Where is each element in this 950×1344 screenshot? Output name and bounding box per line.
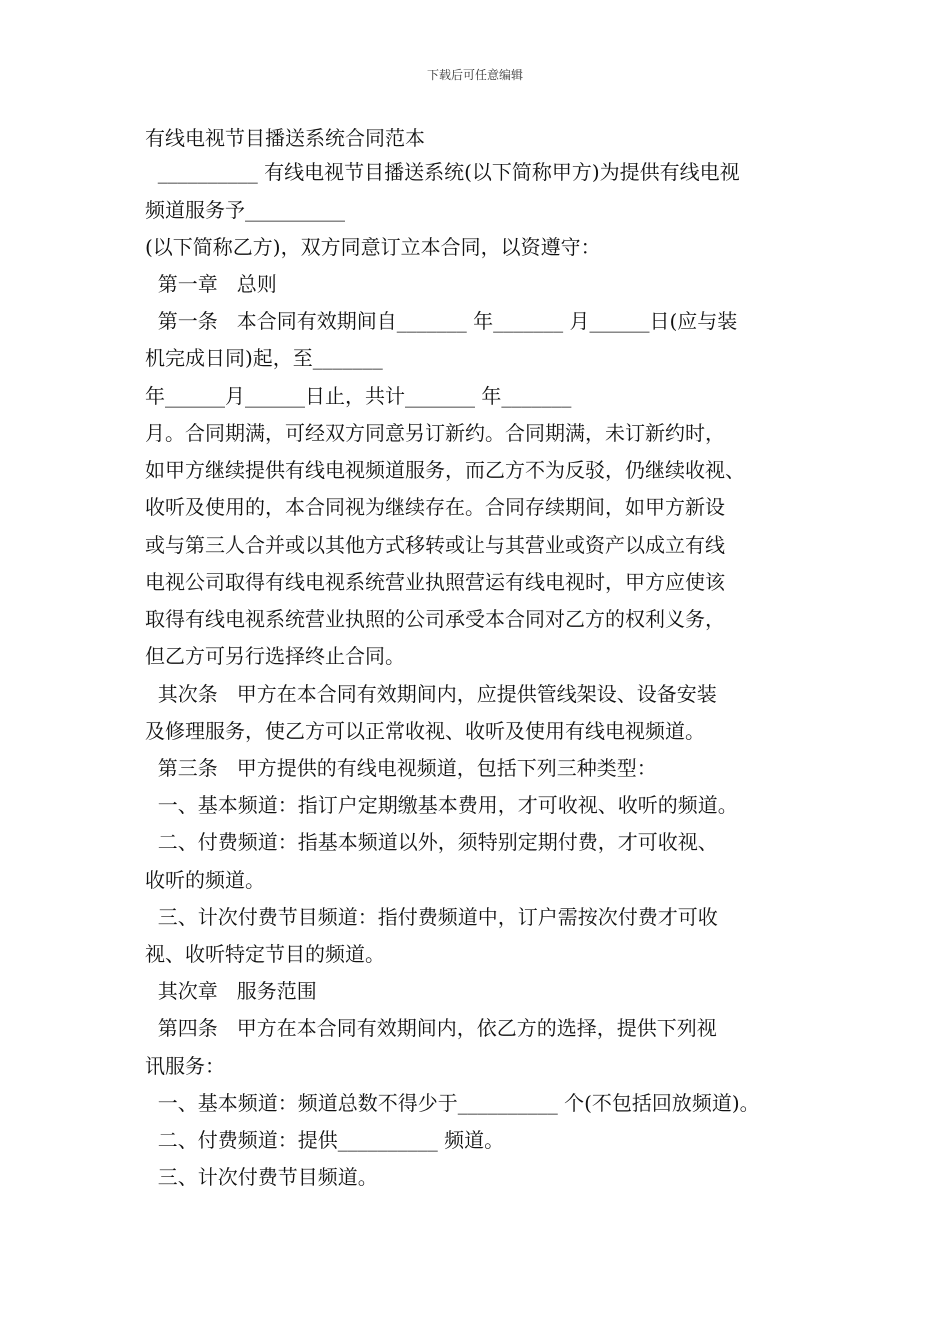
paragraph-line: 频道服务予__________ bbox=[145, 198, 345, 222]
paragraph-line: 第三条 甲方提供的有线电视频道，包括下列三种类型： bbox=[145, 756, 657, 780]
paragraph-line: 二、付费频道：提供__________ 频道。 bbox=[145, 1128, 505, 1152]
paragraph-line: (以下简称乙方)，双方同意订立本合同，以资遵守： bbox=[145, 235, 601, 259]
chapter-heading: 其次章 服务范围 bbox=[145, 979, 317, 1003]
paragraph-line: 电视公司取得有线电视系统营业执照营运有线电视时，甲方应使该 bbox=[145, 570, 725, 594]
paragraph-line: 收听及使用的，本合同视为继续存在。合同存续期间，如甲方新设 bbox=[145, 495, 725, 519]
paragraph-line: 二、付费频道：指基本频道以外，须特别定期付费，才可收视、 bbox=[145, 830, 718, 854]
paragraph-line: 其次条 甲方在本合同有效期间内，应提供管线架设、设备安装 bbox=[145, 682, 717, 706]
paragraph-line: 及修理服务，使乙方可以正常收视、收听及使用有线电视频道。 bbox=[145, 719, 705, 743]
paragraph-line: 第一条 本合同有效期间自_______ 年_______ 月______日(应与装 bbox=[145, 309, 738, 333]
page-header: 下载后可任意编辑 bbox=[426, 68, 523, 82]
paragraph-line: 如甲方继续提供有线电视频道服务，而乙方不为反驳，仍继续收视、 bbox=[145, 458, 745, 482]
paragraph-line: __________ 有线电视节目播送系统(以下简称甲方)为提供有线电视 bbox=[145, 160, 740, 184]
paragraph-line: 一、基本频道：频道总数不得少于__________ 个(不包括回放频道)。 bbox=[145, 1091, 760, 1115]
paragraph-line: 年______月______日止，共计_______ 年_______ bbox=[145, 384, 572, 408]
paragraph-line: 取得有线电视系统营业执照的公司承受本合同对乙方的权利义务， bbox=[145, 607, 725, 631]
paragraph-line: 三、计次付费节目频道：指付费频道中，订户需按次付费才可收 bbox=[145, 905, 718, 929]
paragraph-line: 一、基本频道：指订户定期缴基本费用，才可收视、收听的频道。 bbox=[145, 793, 738, 817]
chapter-heading: 第一章 总则 bbox=[145, 272, 277, 296]
paragraph-line: 视、收听特定节目的频道。 bbox=[145, 942, 385, 966]
paragraph-line: 三、计次付费节目频道。 bbox=[145, 1165, 378, 1189]
paragraph-line: 月。合同期满，可经双方同意另订新约。合同期满，未订新约时， bbox=[145, 421, 725, 445]
paragraph-line: 第四条 甲方在本合同有效期间内，依乙方的选择，提供下列视 bbox=[145, 1016, 717, 1040]
paragraph-line: 讯服务： bbox=[145, 1054, 225, 1078]
document-title: 有线电视节目播送系统合同范本 bbox=[145, 126, 425, 150]
paragraph-line: 收听的频道。 bbox=[145, 868, 265, 892]
paragraph-line: 机完成日同)起，至_______ bbox=[145, 346, 383, 370]
paragraph-line: 或与第三人合并或以其他方式移转或让与其营业或资产以成立有线 bbox=[145, 533, 725, 557]
paragraph-line: 但乙方可另行选择终止合同。 bbox=[145, 644, 405, 668]
